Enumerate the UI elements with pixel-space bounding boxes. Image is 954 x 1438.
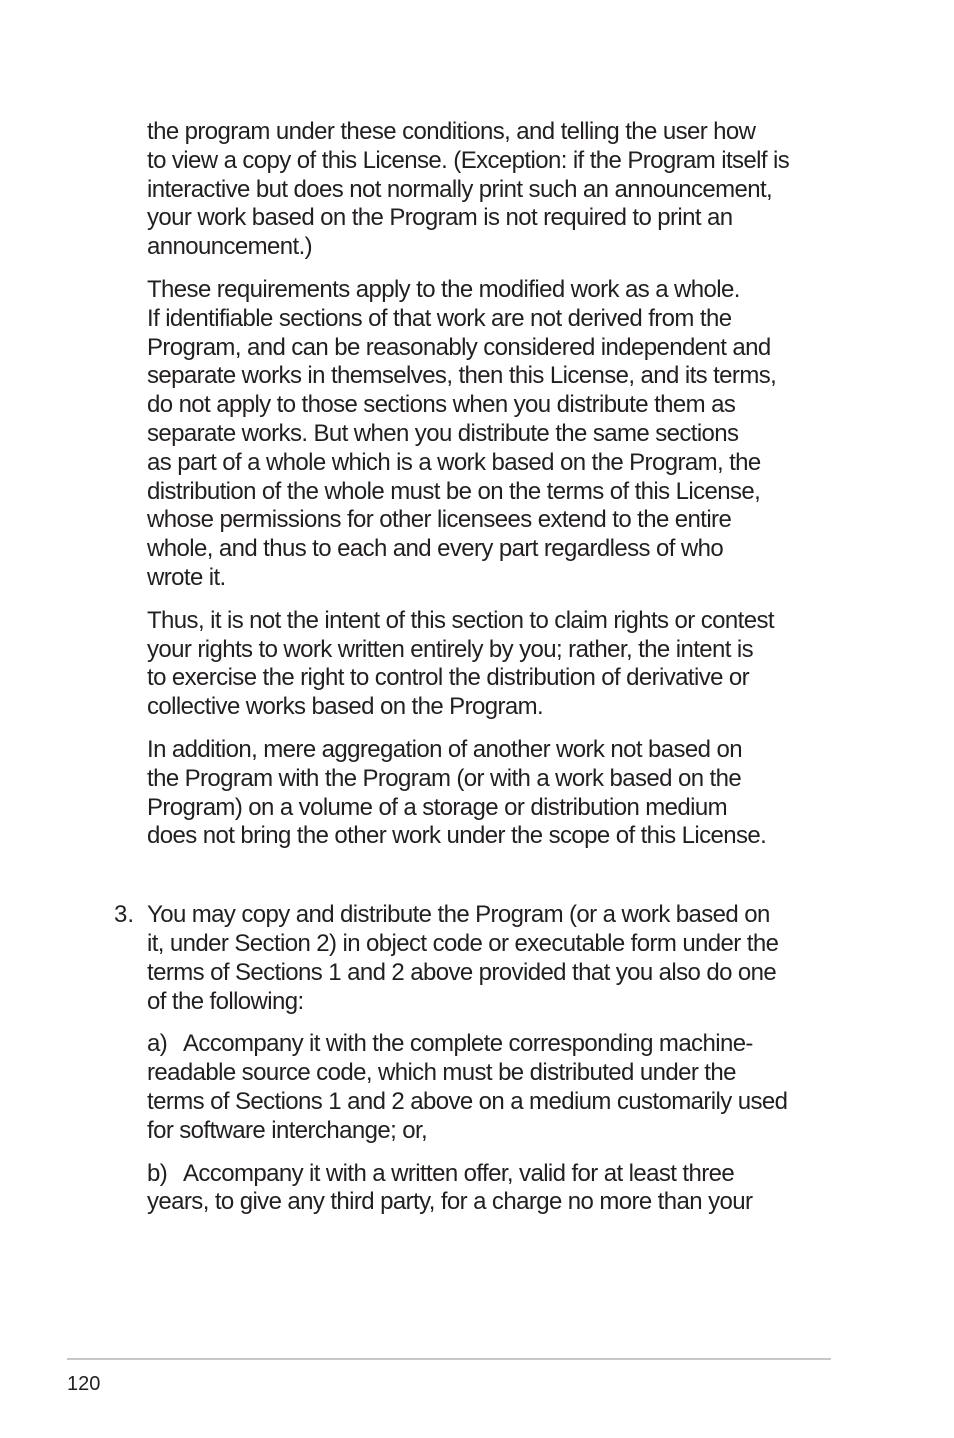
license-body [114, 118, 837, 1231]
sub-item-marker: b) [147, 1159, 168, 1187]
list-item-number: 3. [114, 901, 135, 929]
sub-item-b [147, 1160, 837, 1218]
paragraph-intent: Thus, it is not the intent of this section to claim rights or contest your rights to work written entirely by you; rather, the intent is to exercise the right to control the distribution of derivative or collective works based on the Program. [147, 606, 774, 721]
sub-item-text: Accompany it with the complete corresponding machine- readable source code, which must be distributed under the terms of Sections 1 and 2 above on a medium customarily used for software interchange; or, [147, 1030, 788, 1144]
sub-item-marker: a) [147, 1030, 168, 1058]
paragraph-aggregation: In addition, mere aggregation of another work not based on the Program with the Program (or with a work based on the Program) on a volume of a storage or distribution medium does not bring the other work under the scope of this License. [147, 735, 767, 850]
list-item-text: You may copy and distribute the Program (or a work based on it, under Section 2) in object code or executable form under the terms of Sections 1 and 2 above provided that you also do one of the following: [147, 901, 779, 1015]
footer-divider [67, 1358, 831, 1360]
paragraph-requirements: These requirements apply to the modified work as a whole. If identifiable sections of that work are not derived from the Program, and can be reasonably considered independent and separate works in themselves, then this License, and its terms, do not apply to those sections when you distribute them as separate works. But when you distribute the same sections as part of a whole which is a work based on the Program, the distribution of the whole must be on the terms of this License, whose permissions for other licensees extend to the entire whole, and thus to each and every part regardless of who wrote it. [147, 275, 777, 591]
paragraph-announcement: the program under these conditions, and telling the user how to view a copy of this License. (Exception: if the Program itself is interactive but does not normally print such an announcement, your work based on the Program is not required to print an announcement.) [147, 118, 790, 261]
page-number: 120 [67, 1373, 101, 1395]
sub-item-a [147, 1030, 837, 1145]
sub-item-text: Accompany it with a written offer, valid for at least three years, to give any third party, for a charge no more than your [147, 1159, 753, 1216]
list-item-3 [114, 901, 837, 1217]
